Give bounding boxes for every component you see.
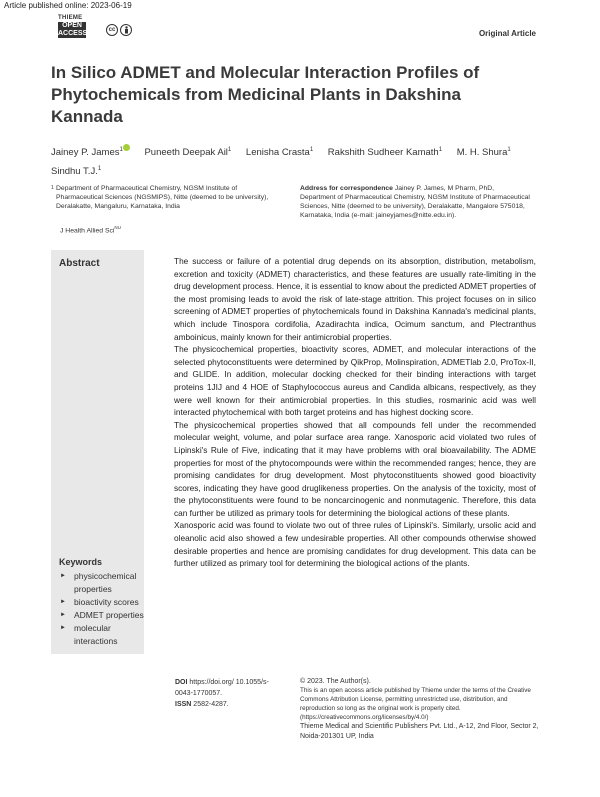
doi-link[interactable]: https://doi.org/ 10.1055/s-0043-1770057. [175, 679, 269, 697]
author[interactable]: Sindhu T.J.$^1$ [51, 166, 102, 178]
thieme-logo-text: THIEME [58, 15, 83, 21]
open-access-badge-line2: ACCESS [58, 30, 88, 37]
abstract-paragraph: The success or failure of a potential drug depends on its absorption, distribution, metabolism, excretion and toxicity (ADMET) characteristics, and these features are usually rate-limiting in the drug development process. Hence, it is essential to know about the predicted ADMET properties of the most promising leads to avoid the risk of late-stage attrition. This project focuses on in silico screening of ADMET properties of phytochemicals found in Dakshina Kannada's medicinal plants, which include Tinospora cordifolia, Azadirachta indica, Ocimum sanctum, and Plectranthus amboinicus, mainly known for their antimicrobial properties. [174, 256, 536, 342]
keyword-item: ► ADMET properties [60, 609, 145, 622]
issn-value: 2582-4287. [193, 701, 229, 708]
keyword-item: ► molecular interactions [60, 622, 145, 648]
abstract-body [174, 255, 536, 570]
license-icons[interactable] [106, 24, 132, 36]
abstract-heading: Abstract [59, 258, 100, 269]
open-access-badge-line1: OPEN [58, 22, 86, 30]
article-type: Original Article [478, 29, 536, 38]
abstract-paragraph: The physicochemical properties, bioactivity scores, ADMET, and molecular interactions of the selected phytoconstituents were determined by QikProp, Molinspiration, ADMETlab 2.0, ProTox-II, and GLIDE. In addition, molecular docking checked for their binding interactions with target proteins 1JIJ and 4 HOE of Staphylococcus aureus and Candida albicans, respectively, as they were well known for their antimicrobial properties. In this studies, rosmarinic acid was well interacted phytochemical with both target proteins and has highest docking score. [174, 344, 536, 418]
published-online-date: Article published online: 2023-06-19 [4, 1, 132, 10]
author[interactable]: Rakshith Sudheer Kamath$^1$ [327, 147, 443, 159]
correspondence-label: Address for correspondence [300, 185, 393, 192]
author[interactable]: M. H. Shura$^1$ [456, 147, 511, 159]
author[interactable]: Puneeth Deepak Ail$^1$ [144, 147, 232, 159]
keywords-list [60, 570, 145, 648]
keyword-item: ► bioactivity scores [60, 596, 145, 609]
license-text: This is an open access article published by Thieme under the terms of the Creative Commons Attribution License, permitting unrestricted use, distribution, and reproduction so long as the original work is properly cited. (https://creativecommons.org/licenses/by/4.0/) [300, 687, 531, 721]
copyright-block [300, 677, 540, 742]
correspondence-text: Jainey P. James, M Pharm, PhD, Department of Pharmaceutical Chemistry, NGSM Institute of Pharmaceutical Sciences, Nitte (deemed to be university), Deralakatte, Mangalore 575018, Karnataka, India (e-mail: jaineyjames@nitte.edu.in). [300, 185, 530, 219]
doi-block: DOI https://doi.org/ 10.1055/s-0043-1770057. ISSN 2582-4287. [175, 679, 269, 708]
cc-icon: cc [106, 24, 118, 36]
by-icon [120, 24, 132, 36]
author[interactable]: Lenisha Crasta$^1$ [245, 147, 314, 159]
affiliation: 1 Department of Pharmaceutical Chemistry, NGSM Institute of Pharmaceutical Sciences (NGSMIPS), Nitte (deemed to be university), Deralakatte, Mangaluru, Karnataka, India [51, 185, 269, 210]
publisher-address: Thieme Medical and Scientific Publishers Pvt. Ltd., A-12, 2nd Floor, Sector 2, Noida-201301 UP, India [300, 723, 539, 740]
thieme-open-access-logo [58, 15, 86, 43]
abstract-paragraph: Xanosporic acid was found to violate two out of three rules of Lipinski's. Similarly, ursolic acid and oleanolic acid also showed a few undesirable properties. All other compounds otherwise showed desirable properties and hence are promising candidates for drug development. This data can be further utilized as primary tool for determining the biological actions of the plants. [174, 520, 536, 569]
author[interactable]: Jainey P. James$^1$ [51, 147, 130, 158]
keywords-heading: Keywords [59, 557, 103, 567]
author-list [51, 142, 571, 180]
copyright-heading: © 2023. The Author(s). [300, 678, 371, 685]
article-title: In Silico ADMET and Molecular Interaction Profiles of Phytochemicals from Medicinal Plants in Dakshina Kannada [51, 63, 480, 126]
correspondence-address [300, 184, 530, 220]
keyword-item: ► physicochemical properties [60, 570, 145, 596]
abstract-paragraph: The physicochemical properties showed that all compounds fell under the recommended molecular weight, volume, and polar surface area range. Xanosporic acid violated two rules of Lipinski's Rule of Five, indicating that it may have problems with oral bioavailability. The ADME properties for most of the phytocompounds were within the recommended ranges; hence, they are promising candidates for drug development. Most phytoconstituents showed good bioactivity scores, indicating they have good druglikeness properties. On the analysis of the toxicity, most of the phytoconstituents were found to be noncarcinogenic and nonmutagenic. Therefore, this data can further be utilized as primary tools for determining the biological actions of these plants. [174, 419, 536, 518]
orcid-icon[interactable] [123, 144, 130, 151]
journal-reference: J Health Allied Sci$^{NU}$ [60, 225, 121, 235]
